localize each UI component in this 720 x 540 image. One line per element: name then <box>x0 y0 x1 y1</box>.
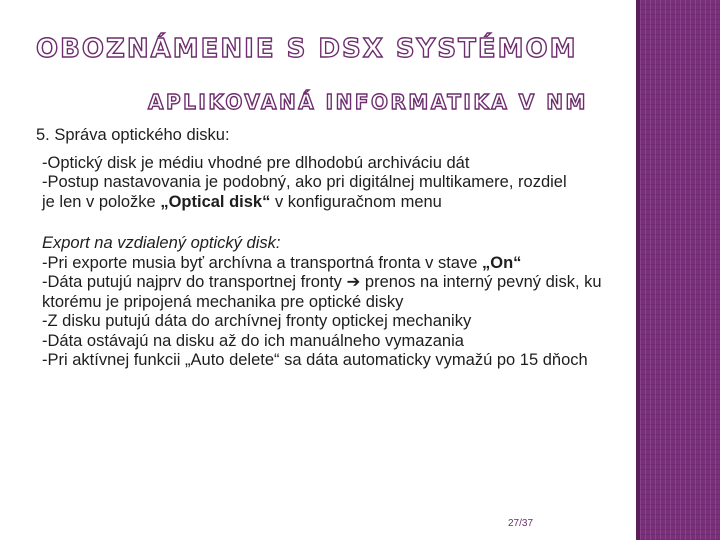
section-heading <box>36 126 612 146</box>
slide-content <box>36 126 612 371</box>
export-heading: Export na vzdialený optický disk: <box>42 234 281 252</box>
on-state-term: „On“ <box>481 253 522 272</box>
text-line: -Postup nastavovania je podobný, ako pri digitálnej multikamere, rozdiel <box>42 173 567 191</box>
optical-disk-block <box>42 154 612 213</box>
side-decorative-bar <box>640 0 720 540</box>
text-line <box>42 254 612 274</box>
slide-subtitle: APLIKOVANÁ INFORMATIKA V NM <box>148 90 588 114</box>
text-line: -Dáta putujú najprv do transportnej fronty ➔ prenos na interný pevný disk, ku ktorému je pripojená mechanika pre optické disky <box>42 273 602 311</box>
page-number: 27/37 <box>508 518 534 529</box>
text-fragment: je len v položke <box>42 192 161 211</box>
export-block <box>42 234 612 371</box>
text-line: -Z disku putujú dáta do archívnej fronty optickej mechaniky <box>42 312 472 330</box>
section-label: Správa optického disku: <box>54 126 230 144</box>
text-line: -Dáta ostávajú na disku až do ich manuálneho vymazania <box>42 331 464 350</box>
text-line: -Optický disk je médiu vhodné pre dlhodobú archiváciu dát <box>42 153 470 172</box>
text-fragment: v konfiguračnom menu <box>270 192 442 211</box>
text-line <box>42 193 612 213</box>
text-line: -Pri aktívnej funkcii „Auto delete“ sa dáta automaticky vymažú po 15 dňoch <box>42 351 588 369</box>
slide-title: OBOZNÁMENIE S DSX SYSTÉMOM <box>36 34 578 64</box>
text-fragment: -Pri exporte musia byť archívna a transportná fronta v stave <box>42 253 482 272</box>
section-number: 5. <box>36 126 50 144</box>
optical-disk-term: „Optical disk“ <box>160 192 271 211</box>
